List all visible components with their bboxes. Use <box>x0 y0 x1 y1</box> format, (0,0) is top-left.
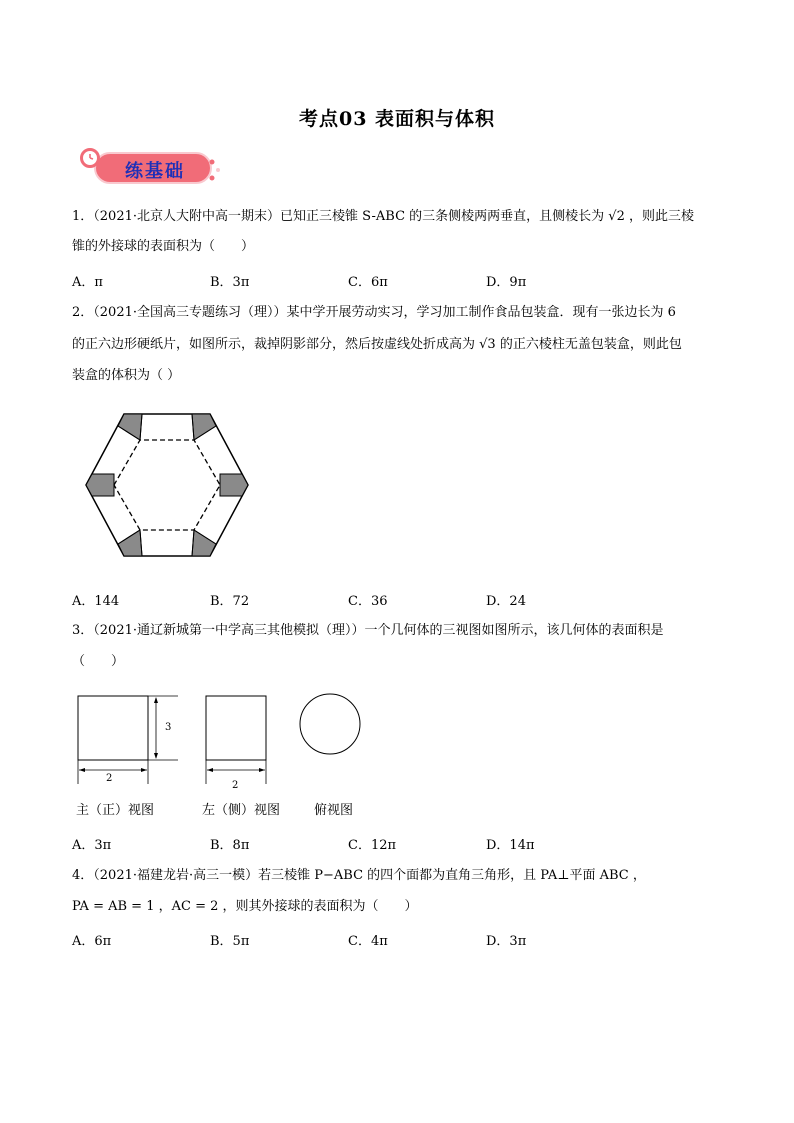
front-view-caption: 主（正）视图 <box>76 803 155 818</box>
q3-option-a: A．3π <box>72 838 112 853</box>
q2-stem-line2: 的正六边形硬纸片，如图所示，裁掉阴影部分，然后按虚线处折成高为 √3 的正六棱柱无盖包装盒，则此包 <box>72 337 682 352</box>
q4-stem-line1: 4．（2021·福建龙岩·高三一模）若三棱锥 P−ABC 的四个面都为直角三角形，且 PA⊥平面 ABC ， <box>72 868 646 883</box>
front-height-label: 3 <box>165 722 172 733</box>
q4-option-a: A．6π <box>72 934 112 949</box>
side-width-label: 2 <box>232 780 239 791</box>
q2-stem-line3: 装盒的体积为（ ） <box>72 368 181 383</box>
q4-option-b: B．5π <box>210 934 250 949</box>
q1-stem-line1: 1．（2021·北京人大附中高一期末）已知正三棱锥 S-ABC 的三条侧棱两两垂直，且侧棱长为 √2 ，则此三棱 <box>72 209 694 224</box>
q4-option-d: D．3π <box>486 934 527 949</box>
q1-option-c: C．6π <box>348 275 388 290</box>
q4-option-c: C．4π <box>348 934 388 949</box>
q2-option-b: B．72 <box>210 594 250 609</box>
q2-option-a: A．144 <box>72 594 120 609</box>
q3-stem-line1: 3．（2021·通辽新城第一中学高三其他模拟（理））一个几何体的三视图如图所示，该几何体的表面积是 <box>72 623 664 638</box>
q3-option-b: B．8π <box>210 838 250 853</box>
top-view-caption: 俯视图 <box>314 803 354 818</box>
side-view-figure <box>198 690 274 788</box>
q2-option-d: D．24 <box>486 594 526 609</box>
section-badge <box>80 148 220 192</box>
dots-icon <box>208 158 222 182</box>
q3-stem-line2: （ ） <box>72 654 125 669</box>
q4-stem-line2: PA = AB = 1 ，AC = 2 ，则其外接球的表面积为（ ） <box>72 899 418 914</box>
q1-option-a: A．π <box>72 275 103 290</box>
q1-option-b: B．3π <box>210 275 250 290</box>
q1-option-d: D．9π <box>486 275 527 290</box>
top-view-figure <box>296 690 366 760</box>
page-title: 考点03 表面积与体积 <box>298 108 496 130</box>
q2-option-c: C．36 <box>348 594 388 609</box>
q1-stem-line2: 锥的外接球的表面积为（ ） <box>72 239 255 254</box>
hexagon-figure <box>84 412 250 558</box>
q2-stem-line1: 2．（2021·全国高三专题练习（理））某中学开展劳动实习，学习加工制作食品包装盒．现有一张边长为 6 <box>72 305 676 320</box>
front-width-label: 2 <box>106 773 113 784</box>
front-view-figure <box>70 690 186 788</box>
badge-pill <box>94 152 212 184</box>
q3-option-d: D．14π <box>486 838 535 853</box>
clock-icon <box>80 148 100 168</box>
badge-label: 练基础 <box>125 161 185 182</box>
q3-option-c: C．12π <box>348 838 397 853</box>
side-view-caption: 左（侧）视图 <box>202 803 281 818</box>
